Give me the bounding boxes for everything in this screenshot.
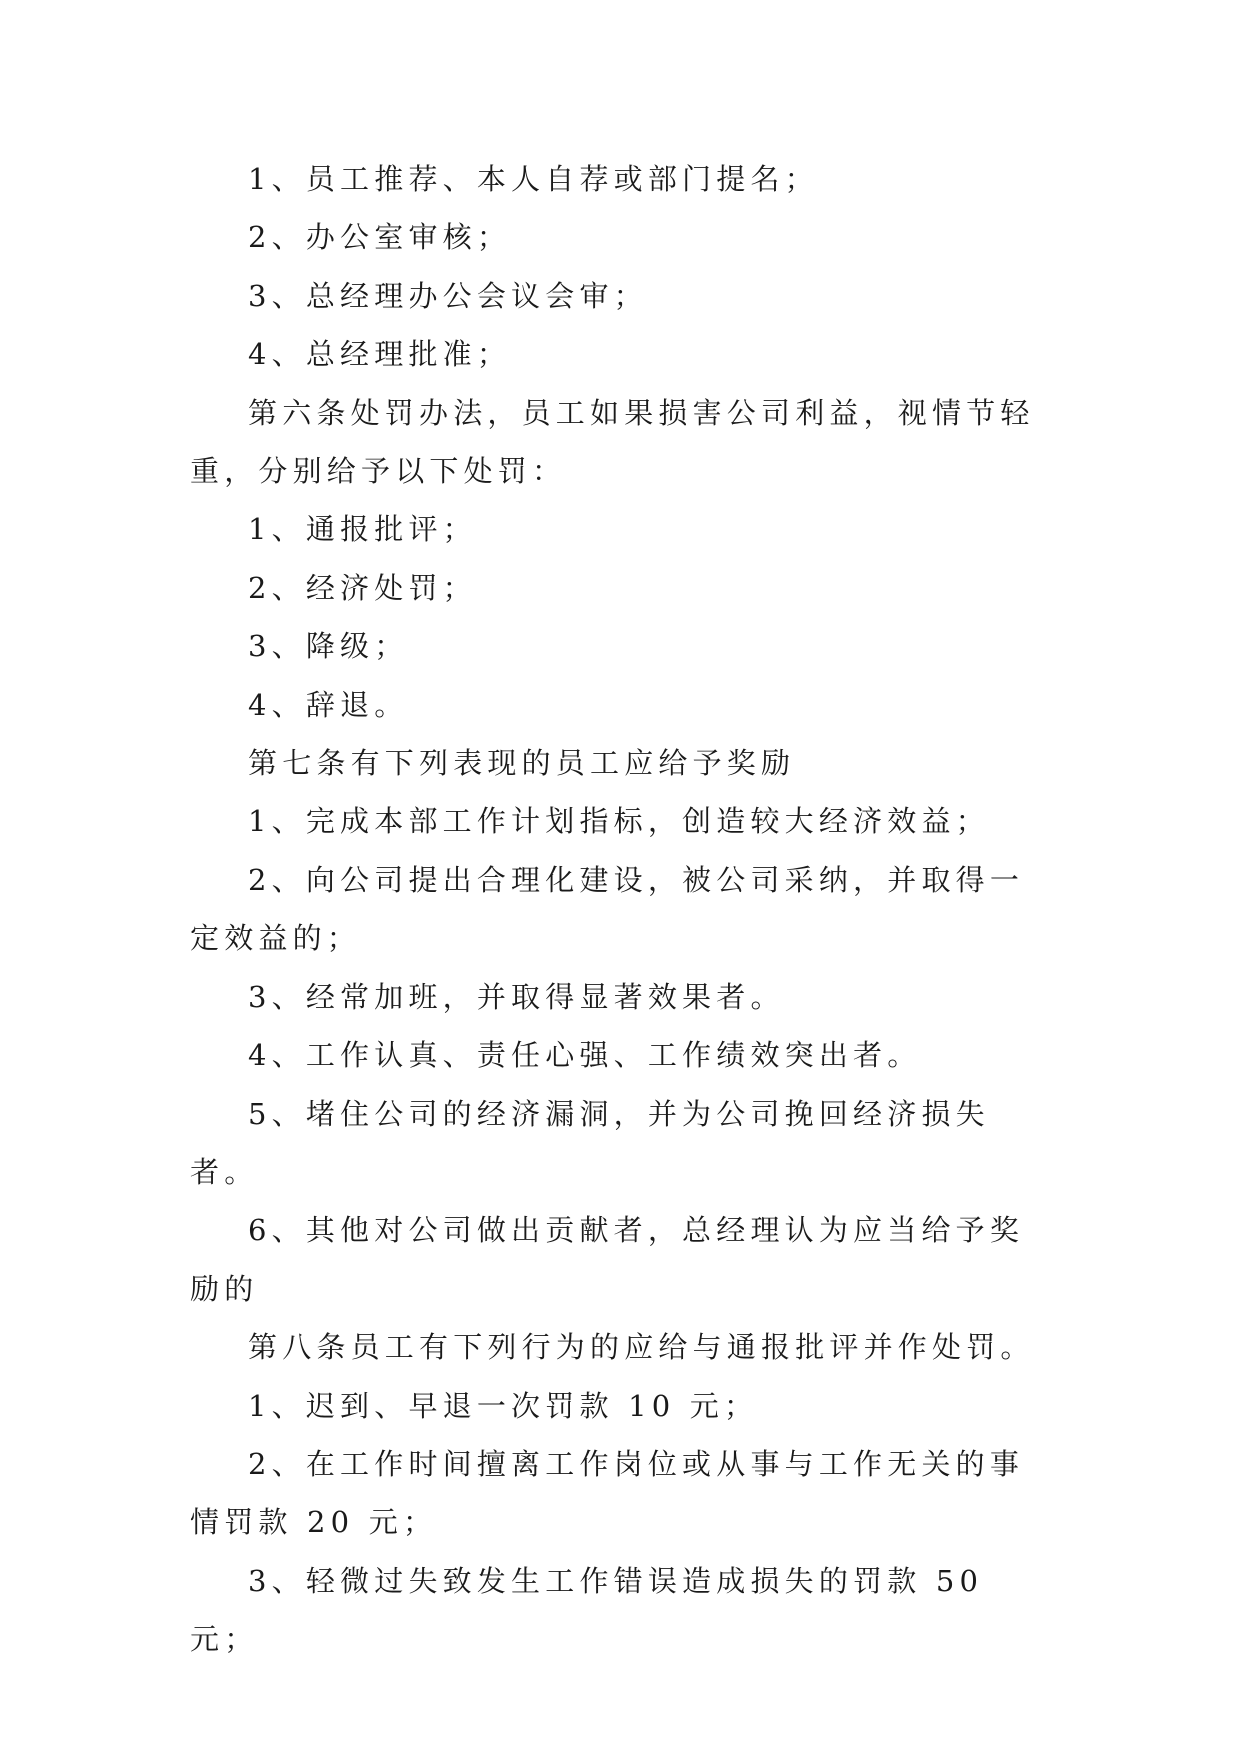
article-8-paragraph: 第八条员工有下列行为的应给与通报批评并作处罚。 xyxy=(248,1330,1035,1365)
list-item-reward-3: 3、经常加班，并取得显著效果者。 xyxy=(248,979,785,1014)
document-body xyxy=(190,150,1052,1669)
list-item-criticism: 1、通报批评； xyxy=(248,512,477,547)
list-item-meeting-review: 3、总经理办公会议会审； xyxy=(248,278,648,313)
list-item-nomination: 1、员工推荐、本人自荐或部门提名； xyxy=(248,162,819,196)
list-item-penalty-3: 3、轻微过失致发生工作错误造成损失的罚款 50 元； xyxy=(190,1563,984,1657)
list-item-penalty-1: 1、迟到、早退一次罚款 10 元； xyxy=(248,1388,759,1423)
list-item-reward-2: 2、向公司提出合理化建设，被公司采纳，并取得一定效益的； xyxy=(190,862,1025,956)
list-item-office-review: 2、办公室审核； xyxy=(248,220,512,255)
article-6-paragraph: 第六条处罚办法，员工如果损害公司利益，视情节轻重，分别给予以下处罚： xyxy=(190,395,1035,489)
article-7-paragraph: 第七条有下列表现的员工应给予奖励 xyxy=(248,746,796,781)
list-item-gm-approval: 4、总经理批准； xyxy=(248,337,512,372)
list-item-penalty-2: 2、在工作时间擅离工作岗位或从事与工作无关的事情罚款 20 元； xyxy=(190,1446,1025,1540)
list-item-reward-5: 5、堵住公司的经济漏洞，并为公司挽回经济损失者。 xyxy=(190,1096,990,1189)
list-item-reward-4: 4、工作认真、责任心强、工作绩效突出者。 xyxy=(248,1038,922,1073)
list-item-dismissal: 4、辞退。 xyxy=(248,687,409,722)
list-item-demotion: 3、降级； xyxy=(248,629,409,664)
list-item-reward-6: 6、其他对公司做出贡献者，总经理认为应当给予奖励的 xyxy=(190,1213,1025,1306)
list-item-reward-1: 1、完成本部工作计划指标，创造较大经济效益； xyxy=(248,804,990,839)
list-item-economic-penalty: 2、经济处罚； xyxy=(248,570,477,605)
